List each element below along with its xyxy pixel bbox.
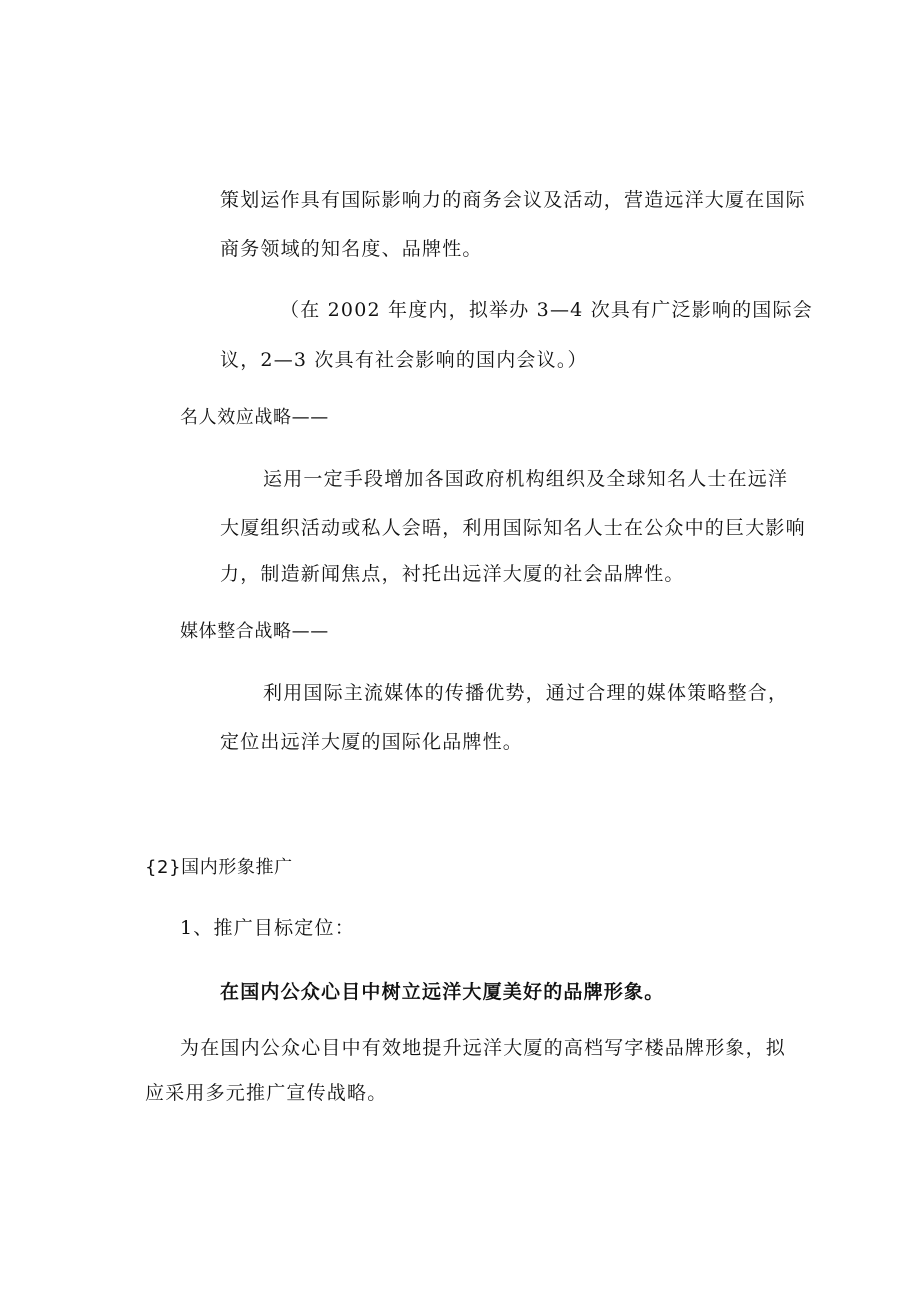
goal-heading: 1、推广目标定位： bbox=[180, 917, 355, 939]
media-line2: 定位出远洋大厦的国际化品牌性。 bbox=[220, 731, 524, 753]
intl-note-line2: 议，2—3 次具有社会影响的国内会议。） bbox=[220, 349, 588, 371]
media-strategy-heading: 媒体整合战略—— bbox=[180, 621, 329, 642]
intl-note-line1: （在 2002 年度内，拟举办 3—4 次具有广泛影响的国际会 bbox=[280, 299, 813, 321]
intl-para1-line1: 策划运作具有国际影响力的商务会议及活动，营造远洋大厦在国际 bbox=[220, 189, 806, 211]
domestic-section-title: {2}国内形象推广 bbox=[145, 857, 293, 878]
celebrity-line1: 运用一定手段增加各国政府机构组织及全球知名人士在远洋 bbox=[263, 468, 789, 490]
domestic-para-line1: 为在国内公众心目中有效地提升远洋大厦的高档写字楼品牌形象，拟 bbox=[180, 1037, 787, 1059]
goal-statement: 在国内公众心目中树立远洋大厦美好的品牌形象。 bbox=[220, 981, 665, 1003]
media-line1: 利用国际主流媒体的传播优势，通过合理的媒体策略整合， bbox=[263, 682, 789, 704]
celebrity-strategy-heading: 名人效应战略—— bbox=[180, 407, 329, 428]
intl-para1-line2: 商务领域的知名度、品牌性。 bbox=[220, 238, 483, 260]
domestic-para-line2: 应采用多元推广宣传战略。 bbox=[145, 1082, 388, 1104]
celebrity-line2: 大厦组织活动或私人会晤，利用国际知名人士在公众中的巨大影响 bbox=[220, 517, 806, 539]
celebrity-line3: 力，制造新闻焦点，衬托出远洋大厦的社会品牌性。 bbox=[220, 563, 685, 585]
